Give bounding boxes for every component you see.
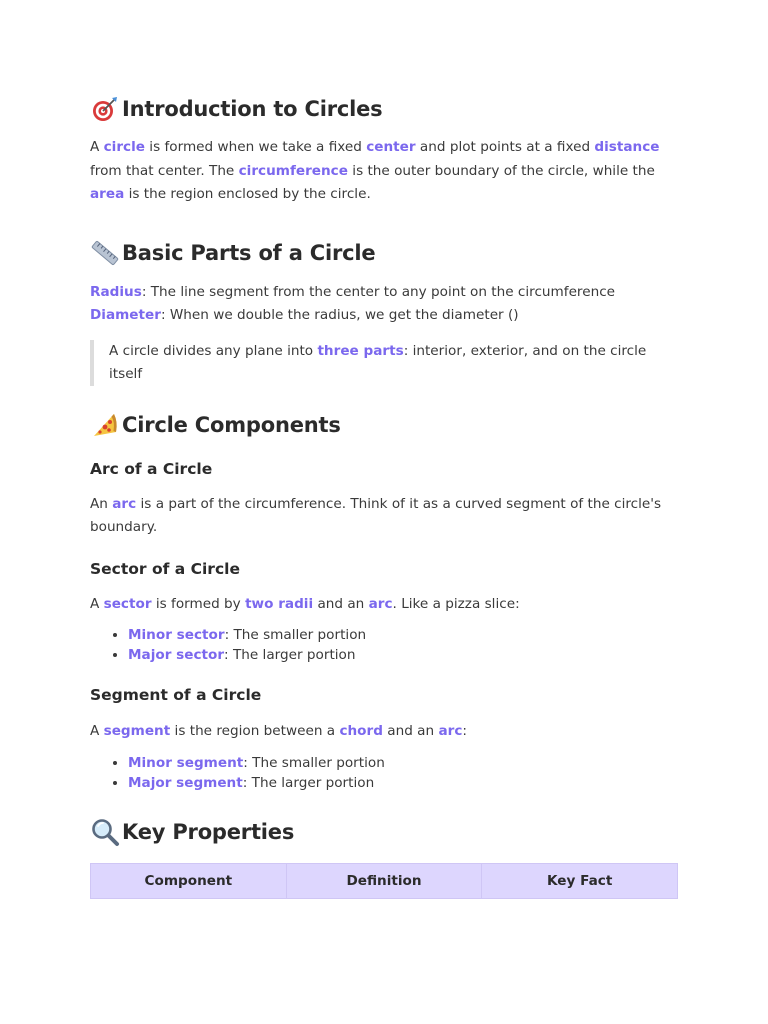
intro-paragraph: A circle is formed when we take a fixed center and plot points at a fixed distance from that center. The circumference is the outer boundary of the circle, while the area is the region enclosed by the circle. bbox=[90, 139, 660, 202]
keyword-area: area bbox=[90, 186, 125, 202]
properties-title: Key Properties bbox=[122, 819, 295, 844]
list-item: • Major segment: The larger portion bbox=[128, 773, 680, 793]
column-header-component: Component bbox=[91, 863, 287, 898]
keyword-diameter: Diameter bbox=[90, 307, 161, 323]
keyword-segment: segment bbox=[103, 723, 171, 739]
properties-table bbox=[90, 863, 678, 899]
basic-paragraph: Radius: The line segment from the center to any point on the circumference Diameter: When we double the radius, we get the diameter () bbox=[90, 283, 616, 323]
pizza-icon bbox=[90, 410, 120, 440]
keyword-sector: sector bbox=[103, 595, 152, 612]
list-item: • Major sector: The larger portion bbox=[128, 645, 680, 665]
components-heading bbox=[90, 408, 680, 442]
keyword-circumference: circumference bbox=[238, 162, 348, 179]
table-header-row bbox=[91, 863, 678, 898]
segment-list bbox=[90, 753, 680, 793]
keyword-radius: Radius bbox=[90, 283, 142, 300]
keyword-center: center bbox=[366, 139, 416, 155]
callout-quote: A circle divides any plane into three parts: interior, exterior, and on the circle itself bbox=[90, 340, 680, 386]
basic-heading bbox=[90, 236, 680, 270]
sector-list bbox=[90, 625, 680, 665]
intro-heading bbox=[90, 92, 680, 126]
column-header-definition: Definition bbox=[286, 863, 482, 898]
components-title: Circle Components bbox=[122, 412, 341, 437]
properties-heading bbox=[90, 815, 680, 849]
segment-heading: Segment of a Circle bbox=[90, 686, 262, 704]
arc-heading: Arc of a Circle bbox=[90, 459, 213, 478]
ruler-icon bbox=[90, 238, 120, 268]
column-header-key-fact: Key Fact bbox=[482, 863, 678, 898]
keyword-two-radii: two radii bbox=[245, 595, 314, 612]
keyword-circle: circle bbox=[103, 139, 145, 155]
keyword-arc: arc bbox=[438, 723, 463, 739]
arc-paragraph: An arc is a part of the circumference. Think of it as a curved segment of the circle's boundary. bbox=[90, 495, 662, 535]
keyword-chord: chord bbox=[339, 723, 383, 739]
basic-title: Basic Parts of a Circle bbox=[122, 240, 376, 265]
keyword-three-parts: three parts bbox=[317, 342, 404, 359]
keyword-arc: arc bbox=[112, 495, 137, 512]
keyword-arc: arc bbox=[368, 595, 393, 612]
magnifier-icon bbox=[90, 817, 120, 847]
intro-title: Introduction to Circles bbox=[122, 97, 383, 121]
keyword-distance: distance bbox=[594, 139, 660, 155]
list-item: • Minor segment: The smaller portion bbox=[128, 753, 680, 773]
sector-paragraph: A sector is formed by two radii and an arc. Like a pizza slice: bbox=[90, 595, 520, 612]
sector-heading: Sector of a Circle bbox=[90, 559, 240, 578]
list-item: • Minor sector: The smaller portion bbox=[128, 625, 680, 645]
segment-paragraph: A segment is the region between a chord and an arc: bbox=[90, 723, 467, 739]
document bbox=[90, 92, 680, 899]
target-icon bbox=[90, 94, 120, 124]
